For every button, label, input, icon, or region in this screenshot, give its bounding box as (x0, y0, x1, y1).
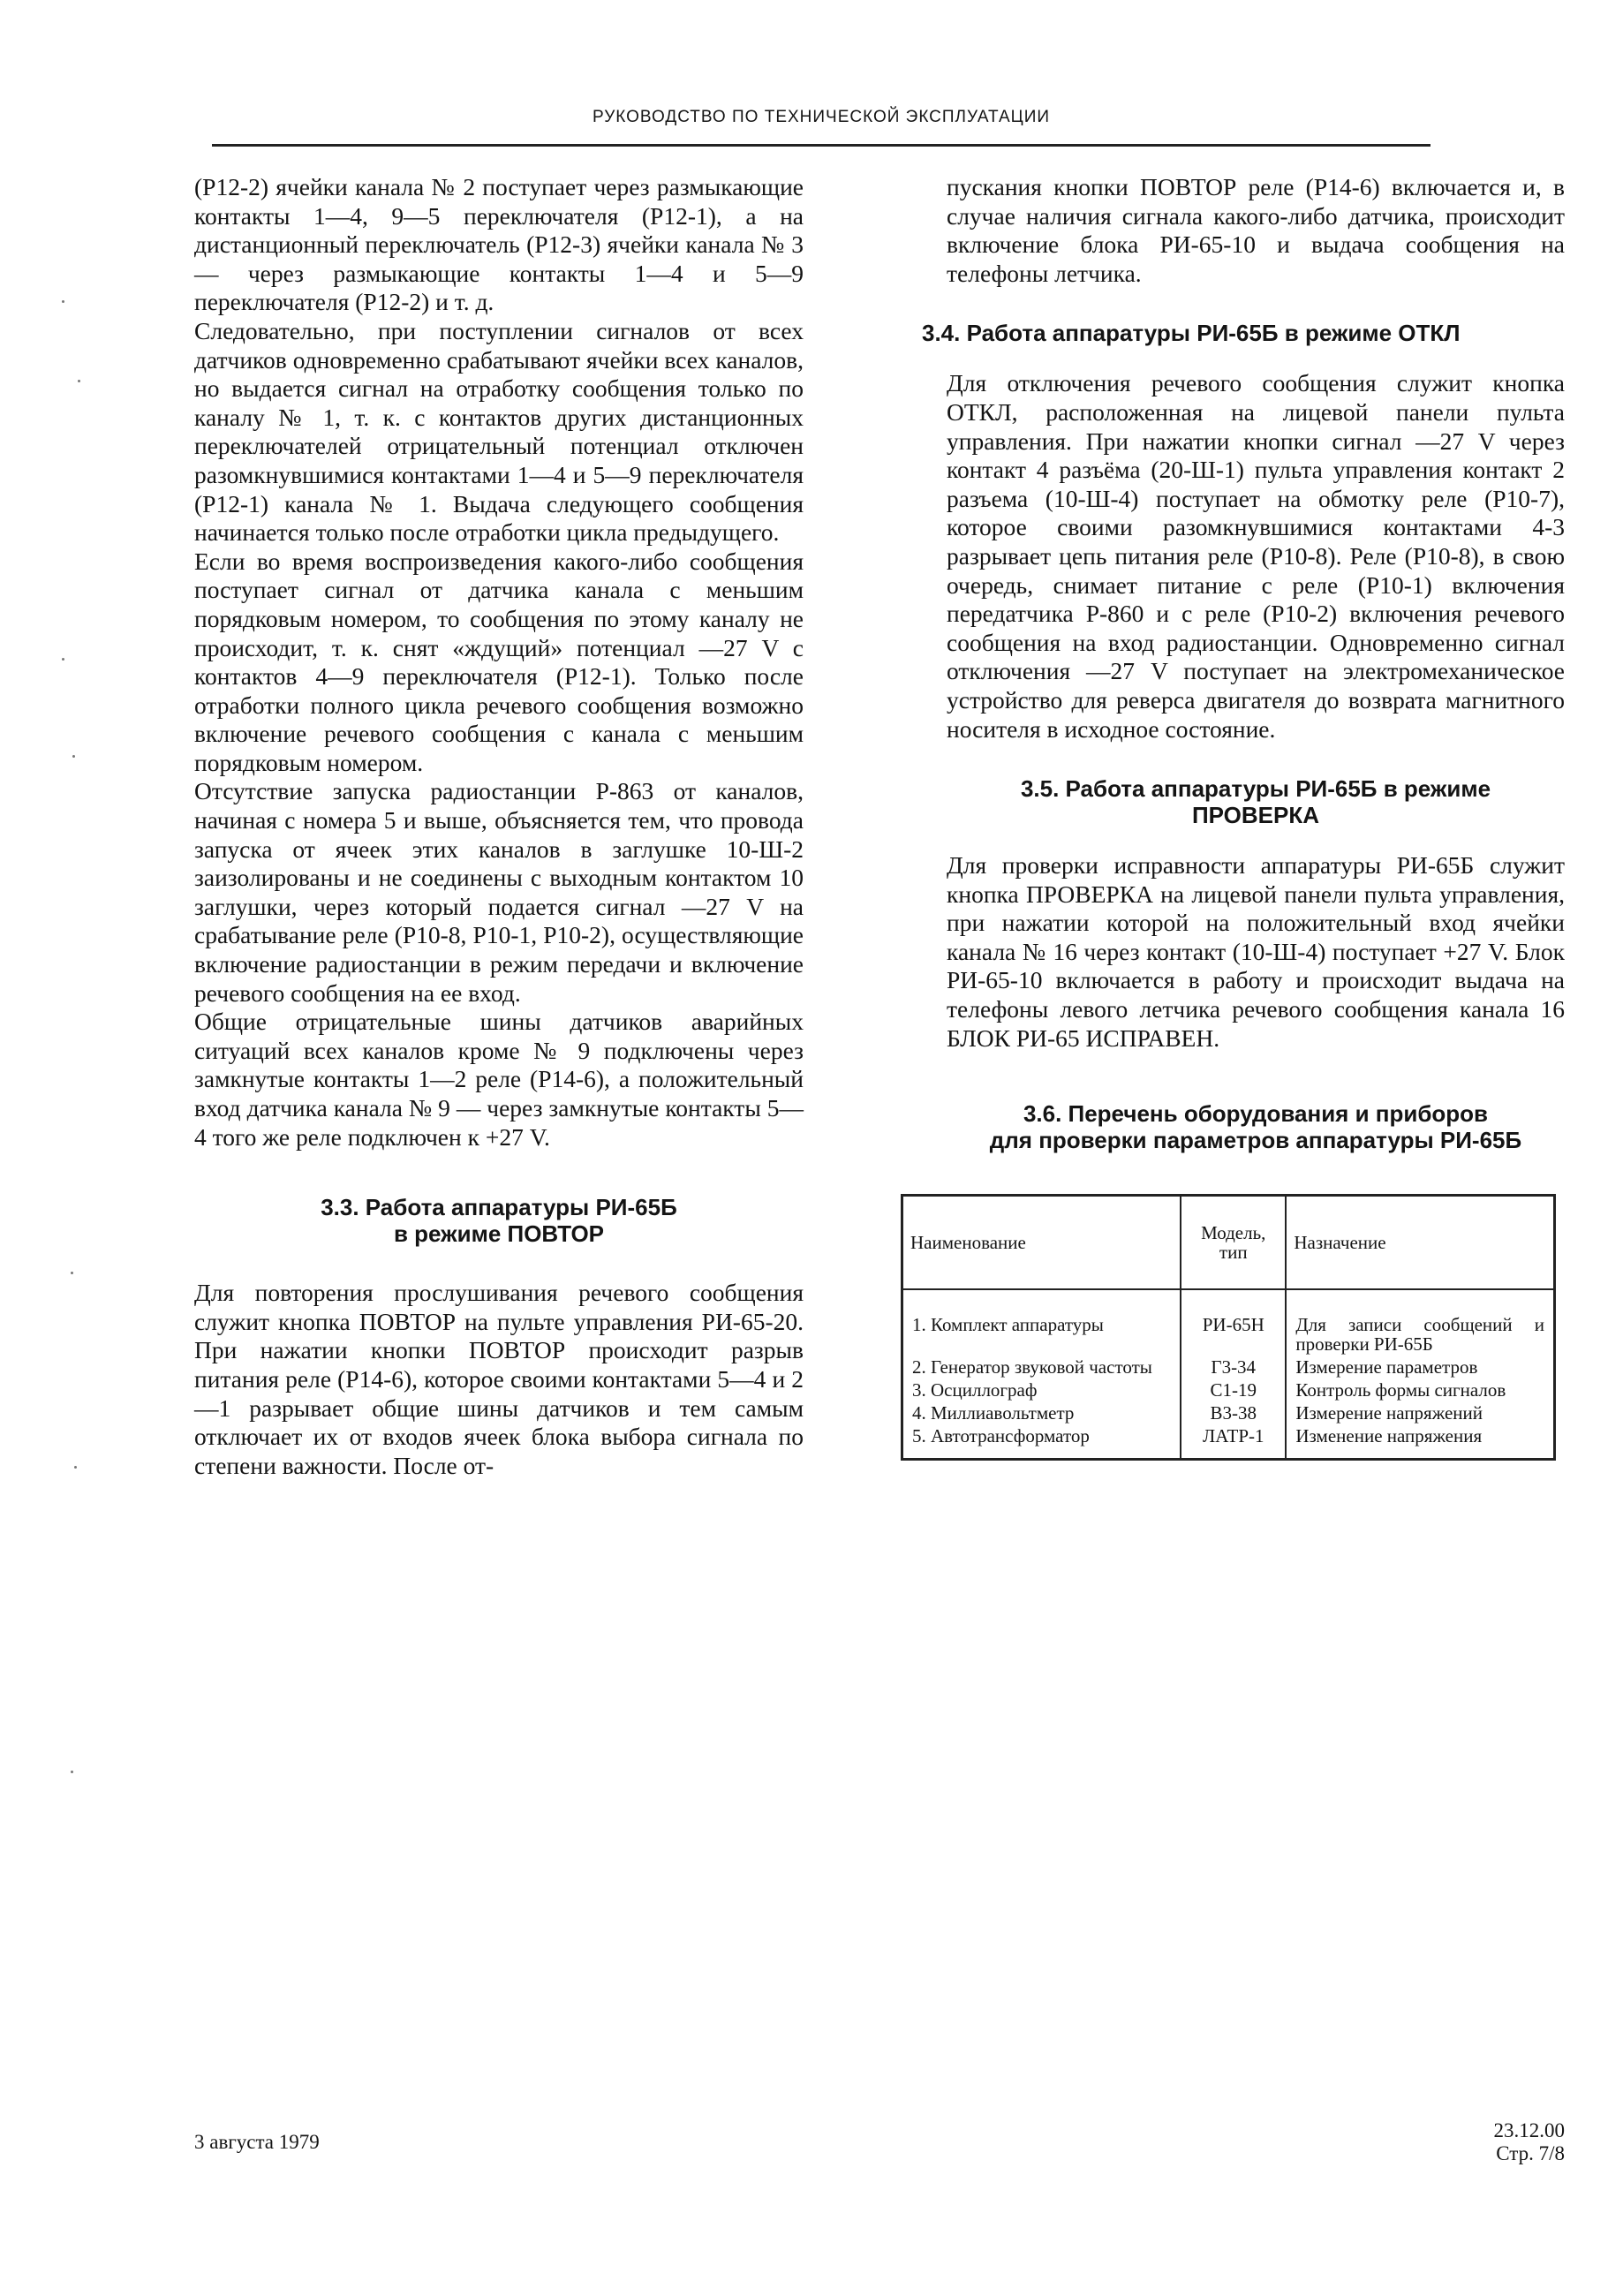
cell-name: 3. Осциллограф (902, 1378, 1181, 1401)
table-row (902, 1401, 1555, 1424)
footer-page-info (1413, 2119, 1565, 2165)
cell-model: РИ-65Н (1181, 1289, 1286, 1356)
header-rule (212, 144, 1431, 147)
table-row (902, 1378, 1555, 1401)
cell-purpose: Измерение параметров (1295, 1356, 1478, 1378)
cell-name: 2. Генератор звуковой частоты (902, 1356, 1181, 1378)
heading-line: 3.5. Работа аппаратуры РИ-65Б в режиме (1020, 775, 1491, 803)
left-column (194, 173, 804, 1480)
table-header-row (902, 1196, 1555, 1290)
table-row (902, 1356, 1555, 1378)
heading-line: ПРОВЕРКА (1191, 802, 1319, 829)
paragraph: Если во время воспроизведения какого-либо сообщения поступает сигнал от датчика канала с меньшим порядковым номером, то сообщения по этому каналу не происходит, т. к. снят «ждущий» потенциал —27 V с контактов 4—9 переключателя (Р12-1). Только после отработки полного цикла речевого сообщения возможно включение речевого сообщения с канала с меньшим порядковым номером. (194, 547, 804, 776)
scan-speck (71, 1771, 73, 1773)
scan-speck (74, 1466, 77, 1469)
header-purpose: Назначение (1286, 1196, 1554, 1290)
cell-name: 5. Автотрансформатор (902, 1424, 1181, 1460)
cell-model: Г3-34 (1181, 1356, 1286, 1378)
paragraph: Отсутствие запуска радиостанции Р-863 от каналов, начиная с номера 5 и выше, объясняется тем, что провода запуска от ячеек этих каналов в заглушке 10-Ш-2 заизолированы и не соединены с выходным контактом 10 заглушки, через который подается сигнал —27 V на срабатывание реле (Р10-8, Р10-1, Р10-2), осуществляющие включение радиостанции в режим передачи и включение речевого сообщения на ее вход. (194, 777, 804, 1007)
cell-name: 4. Миллиавольтметр (902, 1401, 1181, 1424)
section-heading-3-4: 3.4. Работа аппаратуры РИ-65Б в режиме ОТКЛ (922, 320, 1461, 347)
cell-purpose: Для записи сообщений и проверки РИ-65Б (1295, 1314, 1544, 1356)
heading-line: 3.3. Работа аппаратуры РИ-65Б (321, 1194, 677, 1221)
table-row (902, 1289, 1555, 1356)
section-heading-3-6 (947, 1100, 1565, 1153)
heading-line: в режиме ПОВТОР (393, 1220, 605, 1248)
paragraph: Для отключения речевого сообщения служит кнопка ОТКЛ, расположенная на лицевой панели пульта управления. При нажатии кнопки сигнал —27 V через контакт 4 разъёма (20-Ш-1) пульта управления контакт 2 разъема (10-Ш-4) поступает на обмотку реле (Р10-7), которое своими разомкнувшимися контактами 4-3 разрывает цепь питания реле (Р10-8). Реле (Р10-8), в свою очередь, снимает питание с реле (Р10-1) включения передатчика Р-860 и с реле (Р10-2) включения речевого сообщения на вход радиостанции. Одновременно сигнал отключения —27 V поступает на электромеханическое устройство для реверса двигателя до возврата магнитного носителя в исходное состояние. (947, 369, 1565, 743)
header-model: Модель, тип (1181, 1196, 1286, 1290)
scan-speck (62, 300, 64, 303)
cell-model: В3-38 (1181, 1401, 1286, 1424)
scan-speck (71, 1272, 73, 1274)
footer-date: 3 августа 1979 (194, 2131, 320, 2153)
cell-purpose: Измерение напряжений (1295, 1402, 1483, 1424)
paragraph: Для проверки исправности аппаратуры РИ-65Б служит кнопка ПРОВЕРКА на лицевой панели пульта управления, при нажатии которой на положительный вход ячейки канала № 16 через контакт (10-Ш-4) поступает +27 V. Блок РИ-65-10 включается в работу и происходит выдача на телефоны левого летчика речевого сообщения канала 16 БЛОК РИ-65 ИСПРАВЕН. (947, 851, 1565, 1052)
running-head: РУКОВОДСТВО ПО ТЕХНИЧЕСКОЙ ЭКСПЛУАТАЦИИ (592, 108, 1051, 126)
footer-page-number: Стр. 7/8 (1496, 2142, 1565, 2164)
section-heading-3-5 (947, 775, 1565, 828)
cell-model: ЛАТР-1 (1181, 1424, 1286, 1460)
equipment-table (901, 1194, 1556, 1461)
paragraph: Для повторения прослушивания речевого сообщения служит кнопка ПОВТОР на пульте управления РИ-65-20. При нажатии кнопки ПОВТОР происходит разрыв питания реле (Р14-6), которое своими контактами 5—4 и 2—1 разрывает общие шины датчиков и тем самым отключает их от входов ячеек блока выбора сигнала по степени важности. После от- (194, 1279, 804, 1479)
right-column (910, 173, 1565, 1461)
cell-name: 1. Комплект аппаратуры (902, 1289, 1181, 1356)
heading-line: 3.6. Перечень оборудования и приборов (1023, 1100, 1489, 1128)
header-name: Наименование (902, 1196, 1181, 1290)
scan-speck (72, 755, 75, 758)
paragraph: Следовательно, при поступлении сигналов от всех датчиков одновременно срабатывают ячейки всех каналов, но выдается сигнал на отработку сообщения только по каналу № 1, т. к. с контактов других дистанционных переключателей отрицательный потенциал отключен разомкнувшимися контактами 1—4 и 5—9 переключателя (Р12-1) канала № 1. Выдача следующего сообщения начинается только после отработки цикла предыдущего. (194, 316, 804, 547)
heading-line: для проверки параметров аппаратуры РИ-65Б (989, 1127, 1522, 1154)
cell-model: С1-19 (1181, 1378, 1286, 1401)
paragraph: (Р12-2) ячейки канала № 2 поступает через размыкающие контакты 1—4, 9—5 переключателя (Р12-1), а на дистанционный переключатель (Р12-3) ячейки канала № 3 — через размыкающие контакты 1—4 и 5—9 переключателя (Р12-2) и т. д. (194, 173, 804, 316)
paragraph: пускания кнопки ПОВТОР реле (Р14-6) включается и, в случае наличия сигнала какого-либо датчика, происходит включение блока РИ-65-10 и выдача сообщения на телефоны летчика. (947, 173, 1565, 287)
scan-speck (78, 380, 80, 382)
scan-speck (62, 658, 64, 661)
paragraph: Общие отрицательные шины датчиков аварийных ситуаций всех каналов кроме № 9 подключены через замкнутые контакты 1—2 реле (Р14-6), а положительный вход датчика канала № 9 — через замкнутые контакты 5—4 того же реле подключен к +27 V. (194, 1008, 804, 1151)
footer-revision: 23.12.00 (1493, 2119, 1565, 2141)
table-row (902, 1424, 1555, 1460)
cell-purpose: Изменение напряжения (1295, 1425, 1483, 1447)
cell-purpose: Контроль формы сигналов (1295, 1379, 1506, 1401)
section-heading-3-3 (194, 1194, 804, 1247)
